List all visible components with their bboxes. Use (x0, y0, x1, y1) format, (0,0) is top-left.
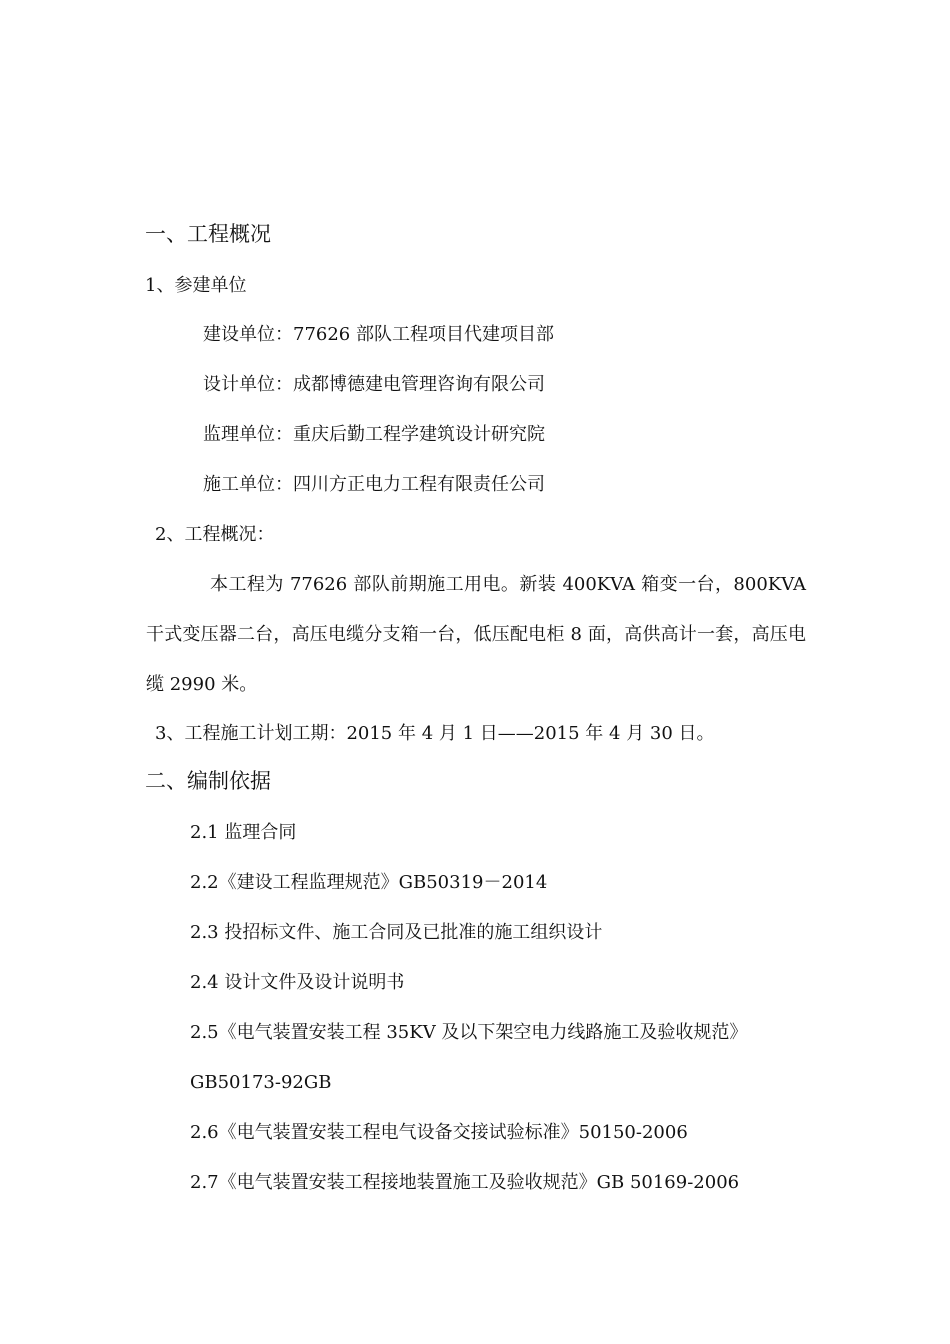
basis-item: 2.6《电气装置安装工程电气设备交接试验标准》50150-2006 (190, 1122, 688, 1143)
unit-value: 77626 部队工程项目代建项目部 (293, 324, 554, 345)
unit-value: 重庆后勤工程学建筑设计研究院 (293, 424, 545, 445)
basis-item: 2.4 设计文件及设计说明书 (190, 972, 405, 993)
unit-value: 四川方正电力工程有限责任公司 (293, 474, 545, 495)
basis-item-continuation: GB50173-92GB (190, 1072, 332, 1093)
unit-label: 监理单位： (203, 424, 293, 445)
unit-row-design (203, 373, 545, 397)
section-heading-overview: 一、工程概况 (145, 222, 271, 246)
unit-label: 设计单位： (203, 374, 293, 395)
subheading-project-overview: 2、工程概况： (155, 524, 275, 545)
overview-text: 本工程为 77626 部队前期施工用电。新装 400KVA 箱变一台，800KVA 干式变压器二台，高压电缆分支箱一台，低压配电柜 8 面，高供高计一套，高压电缆 2990 米。 (146, 574, 806, 695)
basis-item: 2.2《建设工程监理规范》GB50319－2014 (190, 872, 548, 893)
basis-item: 2.3 投招标文件、施工合同及已批准的施工组织设计 (190, 922, 603, 943)
basis-item: 2.1 监理合同 (190, 822, 297, 843)
basis-item: 2.7《电气装置安装工程接地装置施工及验收规范》GB 50169-2006 (190, 1172, 740, 1193)
unit-row-construction (203, 323, 554, 347)
overview-paragraph (146, 560, 806, 710)
unit-row-supervision (203, 423, 545, 447)
unit-label: 施工单位： (203, 474, 293, 495)
unit-row-contractor (203, 473, 545, 497)
unit-value: 成都博德建电管理咨询有限公司 (293, 374, 545, 395)
basis-item: 2.5《电气装置安装工程 35KV 及以下架空电力线路施工及验收规范》 (190, 1022, 748, 1043)
subheading-schedule: 3、工程施工计划工期：2015 年 4 月 1 日——2015 年 4 月 30 日。 (155, 723, 715, 744)
subheading-participants: 1、参建单位 (145, 275, 247, 296)
unit-label: 建设单位： (203, 324, 293, 345)
section-heading-basis: 二、编制依据 (145, 769, 271, 793)
